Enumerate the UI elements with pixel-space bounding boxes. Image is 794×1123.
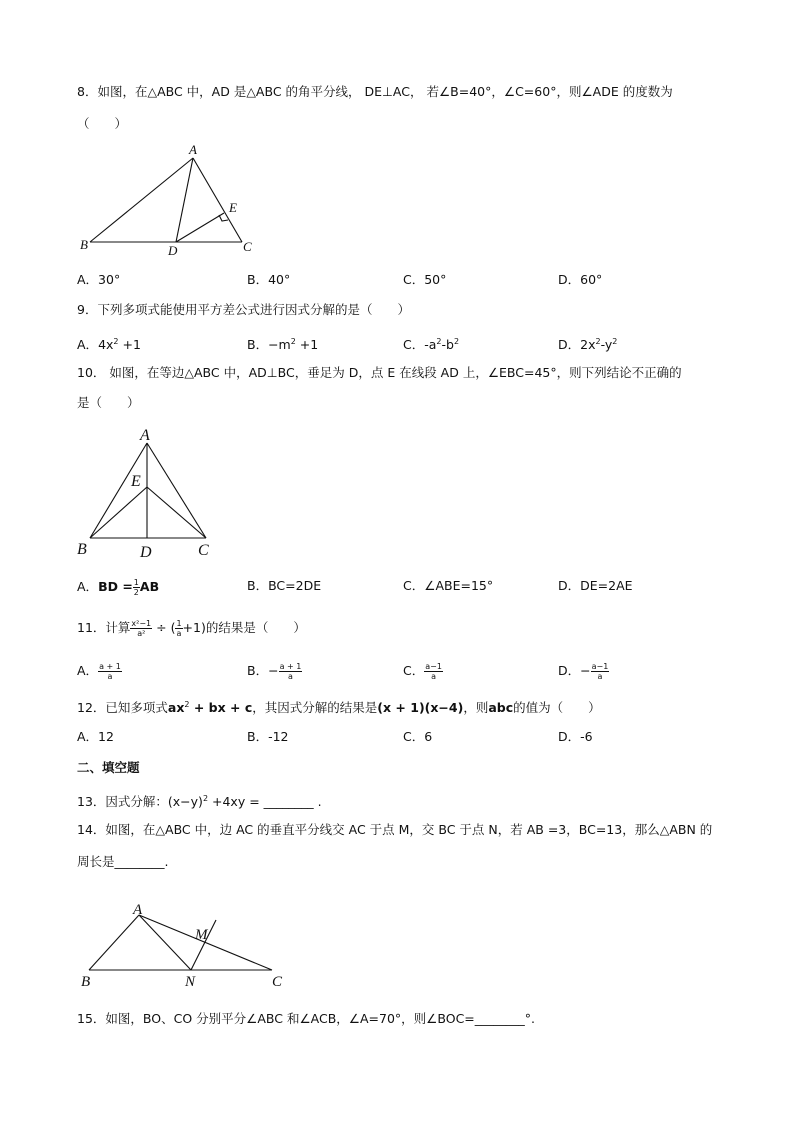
q11-text: 11．计算 $\frac{\text{x²−1}}{\text{a²}}$ ÷ ( $\frac{1}{a}$ +1)的结果是（ ） bbox=[77, 619, 306, 638]
section-heading-fill-in: 二、填空题 bbox=[77, 760, 140, 775]
q9-option-a: A．$4x^2 +1$ bbox=[77, 337, 141, 353]
q14-label-a: A bbox=[133, 902, 143, 918]
q10-option-b: B．BC=2DE bbox=[247, 578, 322, 593]
q9-option-d: D．$2x^2-y^2$ bbox=[558, 337, 618, 353]
q8-label-c: C bbox=[243, 239, 252, 254]
q14-label-m: M bbox=[195, 927, 208, 943]
q14-label-c: C bbox=[272, 974, 283, 990]
q9-option-c: C．$-a^2-b^2$ bbox=[403, 337, 460, 353]
q8-option-b: B．40° bbox=[247, 272, 291, 287]
q10-option-a: A．BD = $\frac{1}{2}$ AB bbox=[77, 578, 160, 597]
q12-option-c: C．6 bbox=[403, 729, 433, 744]
q14-text-2: 周长是________. bbox=[77, 854, 169, 869]
q10-text-2: 是（ ） bbox=[77, 395, 140, 410]
q10-label-b: B bbox=[77, 541, 87, 558]
q9-text: 9．下列多项式能使用平方差公式进行因式分解的是（ ） bbox=[77, 302, 410, 317]
q14-text: 14．如图，在△ABC 中，边 AC 的垂直平分线交 AC 于点 M，交 BC 于点 N，若 AB =3，BC=13，那么△ABN 的 bbox=[77, 822, 713, 837]
q8-label-b: B bbox=[80, 237, 88, 252]
q10-label-c: C bbox=[198, 542, 209, 559]
q11-option-a: A． $\frac{a + 1}{a}$ bbox=[77, 662, 121, 681]
q8-option-d: D．60° bbox=[558, 272, 603, 287]
q12-option-b: B．-12 bbox=[247, 729, 289, 744]
q10-option-d: D．DE=2AE bbox=[558, 578, 633, 593]
q8-label-e: E bbox=[229, 200, 237, 215]
q8-paren: （ ） bbox=[77, 116, 128, 131]
q15-text: 15．如图，BO、CO 分别平分∠ABC 和∠ACB，∠A=70°，则∠BOC=________°. bbox=[77, 1011, 536, 1026]
q10-label-e: E bbox=[131, 473, 141, 490]
q11-option-c: C． $\frac{a-1}{a}$ bbox=[403, 662, 442, 681]
q12-option-d: D．-6 bbox=[558, 729, 593, 744]
q10-option-c: C．∠ABE=15° bbox=[403, 578, 494, 593]
q10-text: 10． 如图，在等边△ABC 中，AD⊥BC，垂足为 D，点 E 在线段 AD 上，∠EBC=45°，则下列结论不正确的 bbox=[77, 365, 682, 380]
q11-option-d: D．− $\frac{a-1}{a}$ bbox=[558, 662, 609, 681]
q9-option-b: B．$-m^2 +1$ bbox=[247, 337, 319, 353]
q11-option-b: B．− $\frac{a + 1}{a}$ bbox=[247, 662, 302, 681]
q8-option-a: A．30° bbox=[77, 272, 121, 287]
q14-label-b: B bbox=[81, 974, 91, 990]
q8-label-d: D bbox=[168, 243, 178, 258]
q13-text: 13．因式分解：$(x-y)^2 +4xy$ = ________ . bbox=[77, 794, 322, 810]
q10-label-d: D bbox=[140, 544, 152, 561]
q12-text: 12．已知多项式$ax^2$ + bx + c，其因式分解的结果是(x + 1)(x−4)，则abc的值为（ ） bbox=[77, 700, 601, 716]
q12-option-a: A．12 bbox=[77, 729, 114, 744]
q14-label-n: N bbox=[185, 974, 196, 990]
q10-label-a: A bbox=[140, 427, 150, 444]
q8-label-a: A bbox=[189, 142, 197, 157]
q8-option-c: C．50° bbox=[403, 272, 447, 287]
q8-text: 8．如图，在△ABC 中，AD 是△ABC 的角平分线， DE⊥AC， 若∠B=40°，∠C=60°，则∠ADE 的度数为 bbox=[77, 84, 673, 99]
